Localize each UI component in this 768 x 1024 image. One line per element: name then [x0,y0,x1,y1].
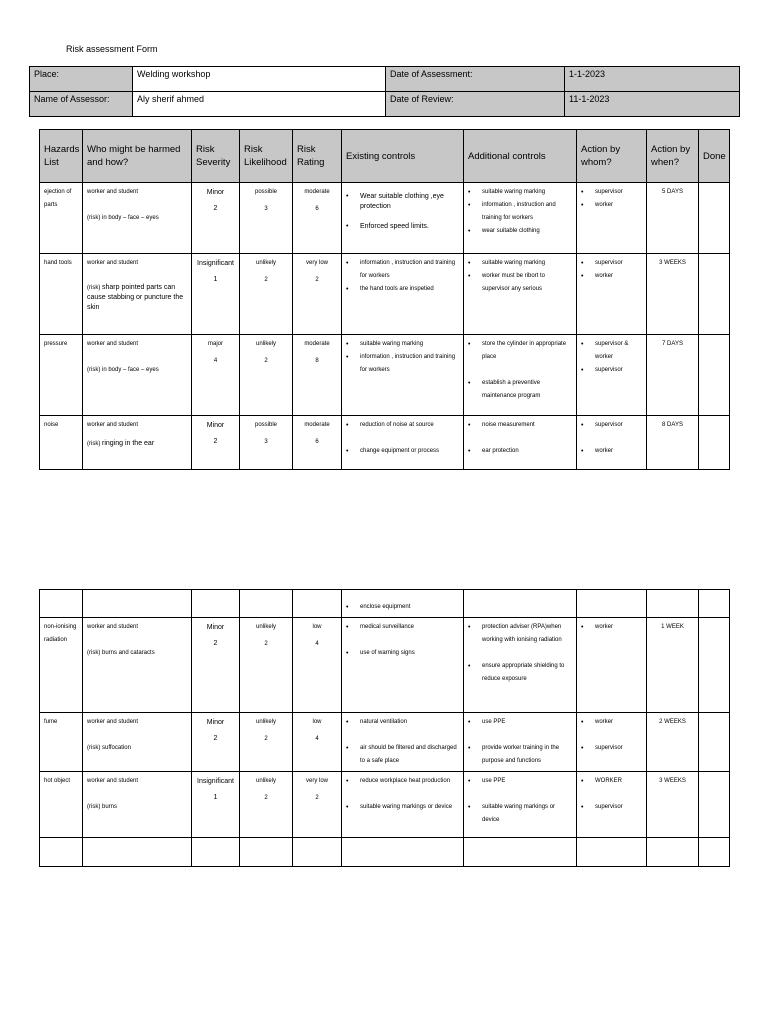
hazard-cell [40,254,83,335]
severity-cell [192,590,240,618]
hazard-text: ejection of [44,189,72,195]
done-cell[interactable] [699,772,730,838]
list-item: • suitable waring marking [482,186,572,199]
place-label: Place: [30,67,133,92]
risk-prefix: (risk) [87,441,101,447]
additional-controls-cell [464,772,577,838]
existing-controls-cell [342,772,464,838]
list-item: • air should be filtered and discharged to a safe place [360,742,459,768]
list-item: • suitable waring markings or device [360,801,459,814]
rating-text: moderate [304,422,330,428]
header-likelihood: Risk Likelihood [240,130,293,183]
severity-text: major [207,341,223,347]
list-item: • enclose equipment [360,601,459,614]
likelihood-num: 2 [264,277,268,283]
hazard-cell [40,772,83,838]
action-when-cell: 7 DAYS [647,335,699,416]
done-cell[interactable] [699,254,730,335]
action-when-cell: 2 WEEKS [647,713,699,772]
list-item: • suitable waring marking [482,257,572,270]
severity-text: Minor [206,422,225,429]
likelihood-text: unlikely [255,778,276,784]
rating-cell [293,838,342,867]
list-item: • use PPE [482,716,572,729]
severity-num: 1 [213,794,218,801]
hazard-text: hot object [44,778,71,784]
severity-cell [192,618,240,713]
table-row [40,254,730,335]
action-whom-cell [577,618,647,713]
risk-text: (risk) suffocation [87,745,131,751]
who-cell [83,254,192,335]
likelihood-text: unlikely [255,260,276,266]
risk-text: sharp pointed parts can cause stabbing or puncture the skin [87,284,184,311]
additional-controls-cell [464,254,577,335]
existing-controls-cell [342,183,464,254]
action-when-cell: 1 WEEK [647,618,699,713]
likelihood-cell [240,713,293,772]
header-action-by-whom: Action by whom? [577,130,647,183]
assessor-value: Aly sherif ahmed [133,92,386,117]
additional-controls-cell [464,590,577,618]
who-cell [83,590,192,618]
severity-cell [192,254,240,335]
who-text: worker and student [87,189,139,195]
header-action-by-when: Action by when? [647,130,699,183]
hazard-cell [40,838,83,867]
list-item: • suitable waring marking [360,338,459,351]
risk-table-page1 [39,129,730,470]
existing-controls-cell [342,713,464,772]
likelihood-cell [240,838,293,867]
hazard-cell [40,416,83,470]
list-item: • suitable waring markings or device [482,801,572,827]
list-item: • supervisor [595,257,642,270]
likelihood-text: unlikely [255,341,276,347]
hazard-text: parts [44,202,58,208]
list-item: • supervisor [595,801,642,814]
severity-cell [192,416,240,470]
severity-num: 1 [213,276,218,283]
risk-text: (risk) in body – face – eyes [87,215,159,221]
likelihood-cell [240,183,293,254]
action-when-cell [647,838,699,867]
rating-num: 2 [315,795,319,801]
rating-num: 6 [315,206,319,212]
severity-num: 2 [213,205,218,212]
likelihood-cell [240,416,293,470]
action-when-cell: 5 DAYS [647,183,699,254]
hazard-text: radiation [44,637,68,643]
header-additional-controls: Additional controls [464,130,577,183]
additional-controls-cell [464,838,577,867]
likelihood-cell [240,335,293,416]
severity-cell [192,713,240,772]
header-done: Done [699,130,730,183]
severity-cell [192,838,240,867]
done-cell[interactable] [699,618,730,713]
who-text: worker and student [87,422,139,428]
severity-cell [192,183,240,254]
rating-text: low [312,624,322,630]
done-cell[interactable] [699,416,730,470]
list-item: • reduce workplace heat production [360,775,459,788]
done-cell[interactable] [699,335,730,416]
rating-text: low [312,719,322,725]
done-cell[interactable] [699,713,730,772]
additional-controls-cell [464,713,577,772]
list-item: • supervisor [595,364,642,377]
existing-controls-cell [342,590,464,618]
hazard-text: noise [44,422,59,428]
likelihood-num: 2 [264,736,268,742]
list-item: • ear protection [482,445,572,458]
list-item: • supervisor [595,419,642,432]
existing-controls-cell [342,254,464,335]
list-item: • use of warning signs [360,647,459,660]
risk-text: (risk) in body – face – eyes [87,367,159,373]
table-row [40,838,730,867]
action-whom-cell [577,254,647,335]
list-item: • provide worker training in the purpose and functions [482,742,572,768]
table-row [40,183,730,254]
likelihood-text: unlikely [255,624,276,630]
list-item: • store the cylinder in appropriate place [482,338,572,364]
header-existing-controls: Existing controls [342,130,464,183]
rating-cell [293,335,342,416]
action-when-cell: 3 WEEKS [647,254,699,335]
action-when-cell [647,590,699,618]
header-hazards: Hazards List [40,130,83,183]
list-item: • worker must be ribort to supervisor any serious [482,270,572,296]
hazard-cell [40,618,83,713]
risk-text: (risk) burns and cataracts [87,650,155,656]
action-whom-cell [577,335,647,416]
likelihood-text: possible [254,189,277,195]
who-text: worker and student [87,778,139,784]
list-item: • worker [595,621,642,634]
hazard-cell [40,183,83,254]
likelihood-cell [240,254,293,335]
done-cell[interactable] [699,590,730,618]
list-item: • worker [595,199,642,212]
list-item: • change equipment or process [360,445,459,458]
who-cell [83,838,192,867]
risk-table-page2 [39,589,730,867]
who-cell [83,713,192,772]
likelihood-num: 3 [264,439,268,445]
list-item: • ensure appropriate shielding to reduce exposure [482,660,572,686]
likelihood-cell [240,590,293,618]
likelihood-text: unlikely [255,719,276,725]
list-item: • information , instruction and training for workers [360,351,459,377]
who-text: worker and student [87,624,139,630]
date-of-review-label: Date of Review: [386,92,565,117]
date-of-review-value: 11-1-2023 [565,92,740,117]
rating-cell [293,590,342,618]
table-row [40,713,730,772]
rating-text: moderate [304,189,330,195]
likelihood-cell [240,618,293,713]
assessment-info-table [29,66,740,117]
assessor-label: Name of Assessor: [30,92,133,117]
severity-cell [192,772,240,838]
done-cell[interactable] [699,183,730,254]
list-item: • the hand tools are inspetied [360,283,459,296]
who-text: worker and student [87,260,139,266]
severity-text: Minor [206,719,225,726]
rating-num: 4 [315,736,319,742]
action-when-cell: 3 WEEKS [647,772,699,838]
severity-text: Minor [206,624,225,631]
existing-controls-cell [342,618,464,713]
list-item: • reduction of noise at source [360,419,459,432]
rating-cell [293,772,342,838]
existing-controls-cell [342,838,464,867]
list-item: • information , instruction and training for workers [482,199,572,225]
list-item: • noise measurement [482,419,572,432]
place-value: Welding workshop [133,67,386,92]
list-item: • establish a preventive maintenance program [482,377,572,403]
table-row [40,416,730,470]
who-text: worker and student [87,341,139,347]
additional-controls-cell [464,416,577,470]
severity-num: 2 [213,438,218,445]
hazard-text: hand tools [44,260,72,266]
rating-num: 6 [315,439,319,445]
list-item: • Enforced speed limits. [360,220,459,233]
list-item: • worker [595,270,642,283]
severity-num: 2 [213,640,218,647]
rating-text: very low [305,260,328,266]
action-whom-cell [577,416,647,470]
severity-text: Insignificant [197,260,234,267]
hazard-text: fume [44,719,58,725]
list-item: • Wear suitable clothing ,eye protection [360,192,459,212]
rating-num: 2 [315,277,319,283]
severity-cell [192,335,240,416]
action-whom-cell [577,183,647,254]
existing-controls-cell [342,335,464,416]
additional-controls-cell [464,183,577,254]
who-cell [83,183,192,254]
who-cell [83,618,192,713]
hazard-cell [40,713,83,772]
likelihood-num: 2 [264,358,268,364]
action-whom-cell [577,713,647,772]
list-item: • supervisor [595,186,642,199]
list-item: • worker [595,716,642,729]
done-cell[interactable] [699,838,730,867]
who-cell [83,772,192,838]
table-row [40,618,730,713]
action-whom-cell [577,590,647,618]
hazard-text: non-ionising [44,624,77,630]
rating-cell [293,416,342,470]
additional-controls-cell [464,618,577,713]
list-item: • worker [595,445,642,458]
list-item: • supervisor & worker [595,338,642,364]
severity-text: Insignificant [197,778,234,785]
date-of-assessment-value: 1-1-2023 [565,67,740,92]
rating-cell [293,183,342,254]
table-row [40,590,730,618]
list-item: • information , instruction and training for workers [360,257,459,283]
header-row [40,130,730,183]
header-rating: Risk Rating [293,130,342,183]
likelihood-num: 2 [264,795,268,801]
likelihood-num: 3 [264,206,268,212]
likelihood-cell [240,772,293,838]
list-item: • supervisor [595,742,642,755]
date-of-assessment-label: Date of Assessment: [386,67,565,92]
list-item: • medical surveillance [360,621,459,634]
form-title: Risk assessment Form [66,44,158,54]
severity-text: Minor [206,189,225,196]
hazard-text: pressure [44,341,68,347]
risk-text: (risk) burns [87,804,118,810]
likelihood-num: 2 [264,641,268,647]
action-whom-cell [577,772,647,838]
list-item: • wear suitable clothing [482,225,572,238]
existing-controls-cell [342,416,464,470]
table-row [40,772,730,838]
severity-num: 4 [213,358,218,364]
hazard-cell [40,335,83,416]
header-who: Who might be harmed and how? [83,130,192,183]
rating-num: 4 [315,641,319,647]
rating-num: 8 [315,358,319,364]
rating-cell [293,254,342,335]
who-cell [83,416,192,470]
list-item: • use PPE [482,775,572,788]
rating-cell [293,713,342,772]
list-item: • WORKER [595,775,642,788]
list-item: • natural ventilation [360,716,459,729]
rating-text: moderate [304,341,330,347]
severity-num: 2 [213,735,218,742]
who-text: worker and student [87,719,139,725]
risk-text: ringing in the ear [102,440,155,447]
header-severity: Risk Severity [192,130,240,183]
action-whom-cell [577,838,647,867]
rating-text: very low [305,778,328,784]
list-item: • protection adviser (RPA)when working with ionising radiation [482,621,572,647]
likelihood-text: possible [254,422,277,428]
risk-prefix: (risk) [87,285,101,291]
table-row [40,335,730,416]
rating-cell [293,618,342,713]
hazard-cell [40,590,83,618]
additional-controls-cell [464,335,577,416]
who-cell [83,335,192,416]
action-when-cell: 8 DAYS [647,416,699,470]
